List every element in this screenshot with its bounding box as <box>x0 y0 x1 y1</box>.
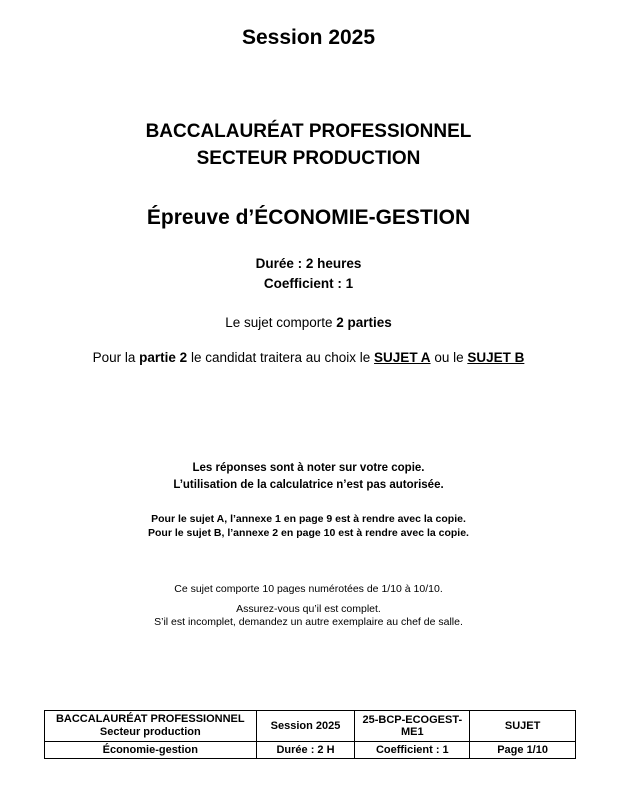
choice-middle: le candidat traitera au choix le <box>187 350 375 365</box>
duration-block <box>0 254 617 294</box>
exam-title-line2: SECTEUR PRODUCTION <box>196 148 421 169</box>
choice-prefix: Pour la <box>92 350 140 365</box>
exam-title-line1: BACCALAURÉAT PROFESSIONNEL <box>145 121 472 142</box>
footer-coefficient: Coefficient : 1 <box>355 742 470 759</box>
session-title: Session 2025 <box>241 26 376 49</box>
footer-exam-cell <box>45 711 257 742</box>
parties-prefix: Le sujet comporte <box>225 315 337 330</box>
footer-exam-title: BACCALAURÉAT PROFESSIONNEL <box>55 713 245 725</box>
exam-title <box>0 118 617 172</box>
footer-duree: Durée : 2 H <box>256 742 355 759</box>
epreuve-title: Épreuve d’ÉCONOMIE-GESTION <box>146 206 471 229</box>
footer-session: Session 2025 <box>256 711 355 742</box>
footer-row-2 <box>45 742 576 759</box>
duration: Durée : 2 heures <box>255 256 362 271</box>
footer-page: Page 1/10 <box>470 742 576 759</box>
choice-line <box>0 350 617 365</box>
reponses-note: Les réponses sont à noter sur votre copie. <box>192 462 425 474</box>
footer-type: SUJET <box>470 711 576 742</box>
annex-b-note: Pour le sujet B, l’annexe 2 en page 10 est à rendre avec la copie. <box>148 527 469 539</box>
choice-or: ou le <box>430 350 468 365</box>
parties-count: 2 parties <box>336 315 392 330</box>
calculator-note: L’utilisation de la calculatrice n’est pas autorisée. <box>173 479 444 491</box>
annex-instructions <box>0 512 617 540</box>
footer-table <box>44 710 576 759</box>
response-instructions <box>0 460 617 494</box>
sujet-a: SUJET A <box>374 350 431 365</box>
sujet-b: SUJET B <box>467 350 525 365</box>
page-count-note: Ce sujet comporte 10 pages numérotées de 1/10 à 10/10. <box>174 583 443 595</box>
footer-row-1 <box>45 711 576 742</box>
parties-line <box>0 315 617 330</box>
completeness-line2: S’il est incomplet, demandez un autre exemplaire au chef de salle. <box>154 616 463 628</box>
coefficient: Coefficient : 1 <box>263 276 354 291</box>
annex-a-note: Pour le sujet A, l’annexe 1 en page 9 est à rendre avec la copie. <box>151 513 466 525</box>
completeness-line1: Assurez-vous qu’il est complet. <box>236 603 381 615</box>
choice-partie: partie 2 <box>139 350 188 365</box>
footer-secteur: Secteur production <box>99 726 201 738</box>
footer-code: 25-BCP-ECOGEST-ME1 <box>355 711 470 742</box>
footer-matiere: Économie-gestion <box>45 742 257 759</box>
completeness-note <box>0 603 617 629</box>
